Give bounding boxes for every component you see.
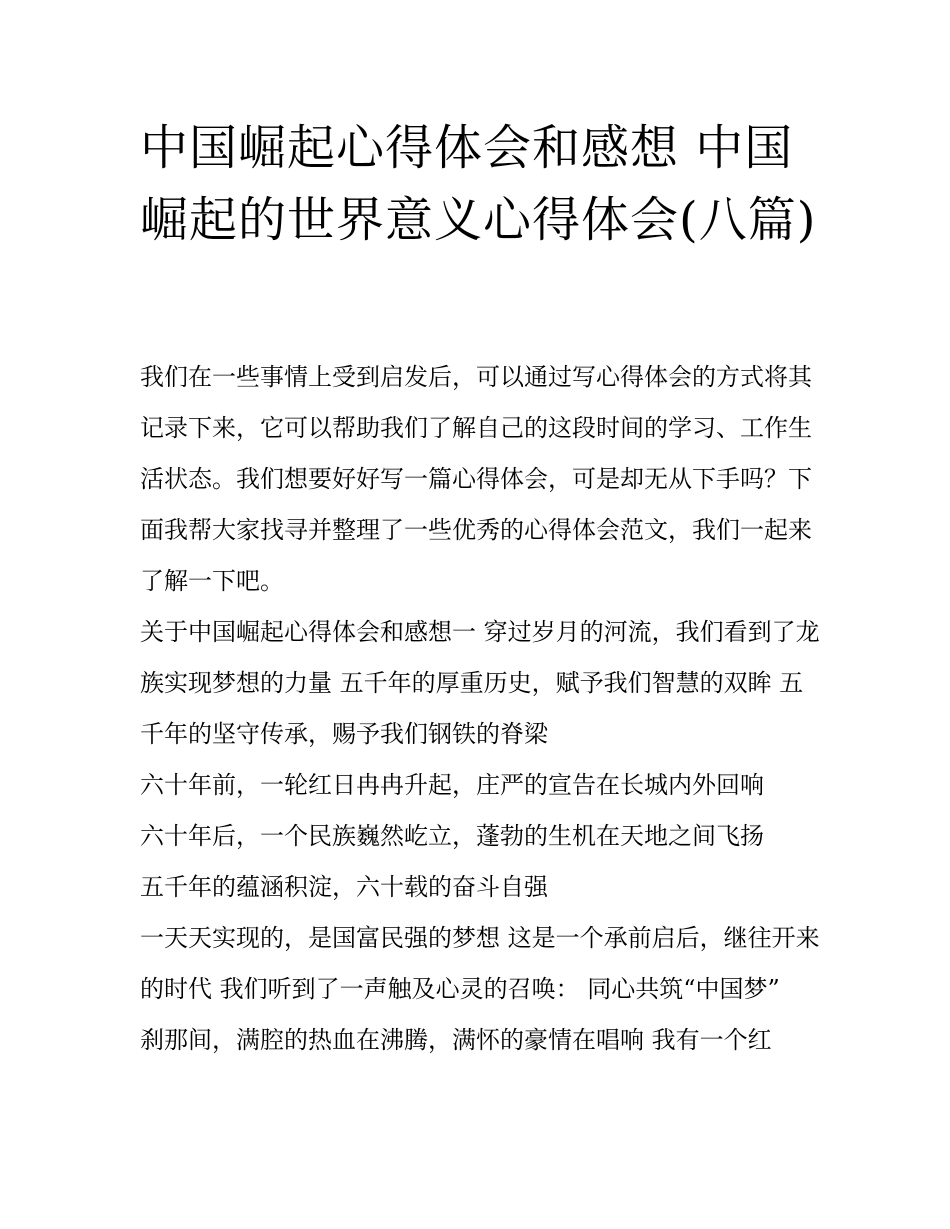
body-paragraph: 六十年后，一个民族巍然屹立，蓬勃的生机在天地之间飞扬 bbox=[140, 822, 764, 850]
intro-paragraph: 我们在一些事情上受到启发后，可以通过写心得体会的方式将其记录下来，它可以帮助我们了解自己的这段时间的学习、工作生活状态。我们想要好好写一篇心得体会，可是却无从下手吗？下面我帮大家找寻并整理了一些优秀的心得体会范文，我们一起来了解一下吧。 bbox=[140, 363, 812, 595]
body-paragraph: 刹那间，满腔的热血在沸腾，满怀的豪情在唱响 我有一个红 bbox=[140, 1026, 772, 1054]
document-title: 中国崛起心得体会和感想 中国崛起的世界意义心得体会(八篇) bbox=[140, 120, 817, 248]
body-paragraph: 关于中国崛起心得体会和感想一 穿过岁月的河流，我们看到了龙族实现梦想的力量 五千年的厚重历史，赋予我们智慧的双眸 五千年的坚守传承，赐予我们钢铁的脊梁 bbox=[140, 618, 820, 748]
body-paragraph: 一天天实现的，是国富民强的梦想 这是一个承前启后，继往开来的时代 我们听到了一声触及心灵的召唤： 同心共筑“中国梦” bbox=[140, 924, 820, 1003]
body-paragraph: 五千年的蕴涵积淀，六十载的奋斗自强 bbox=[140, 873, 548, 901]
document-body bbox=[140, 352, 820, 1066]
body-paragraph: 六十年前，一轮红日冉冉升起，庄严的宣告在长城内外回响 bbox=[140, 771, 764, 799]
